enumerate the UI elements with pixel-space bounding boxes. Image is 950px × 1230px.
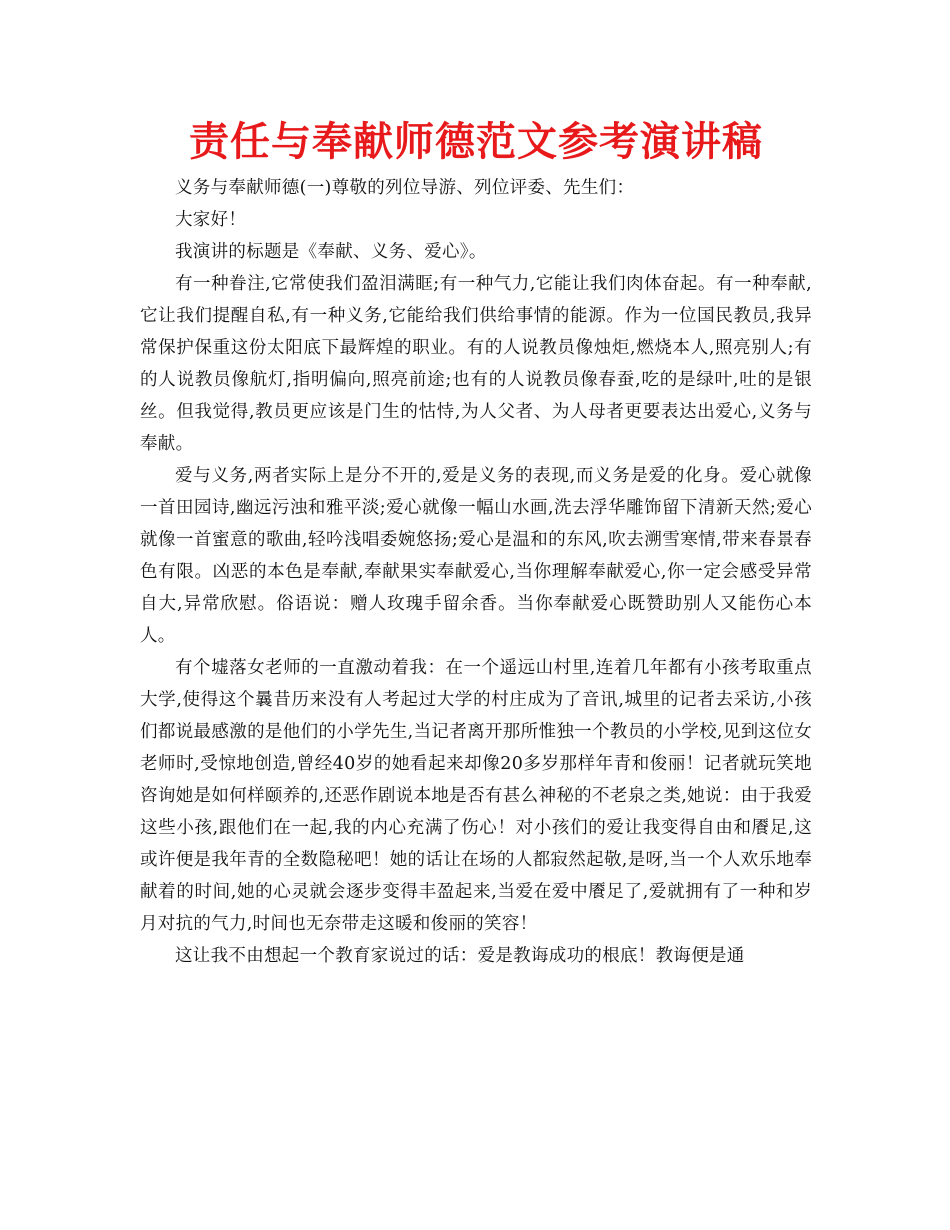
paragraph-body: 有个墟落女老师的一直激动着我：在一个遥远山村里,连着几年都有小孩考取重点大学,使得这个曩昔历来没有人考起过大学的村庄成为了音讯,城里的记者去采访,小孩们都说最感激的是他们的小学先生,当记者离开那所惟独一个教员的小学校,见到这位女老师时,受惊地创造,曾经40岁的她看起来却像20多岁那样年青和俊丽！记者就玩笑地咨询她是如何样颐养的,还恶作剧说本地是否有甚么神秘的不老泉之类,她说：由于我爱这些小孩,跟他们在一起,我的内心充满了伤心！对小孩们的爱让我变得自由和餍足,这或许便是我年青的全数隐秘吧！她的话让在场的人都寂然起敬,是呀,当一个人欢乐地奉献着的时间,她的心灵就会逐步变得丰盈起来,当爱在爱中餍足了,爱就拥有了一种和岁月对抗的气力,时间也无奈带走这暖和俊丽的笑容！ [140,658,812,934]
paragraph-body: 这让我不由想起一个教育家说过的话：爱是教诲成功的根底！教诲便是通 [175,946,745,966]
paragraph-greeting: 大家好！ [175,210,247,230]
paragraph-body: 爱与义务,两者实际上是分不开的,爱是义务的表现,而义务是爱的化身。爱心就像一首田园诗,幽远污浊和雅平淡;爱心就像一幅山水画,洗去浮华雕饰留下清新天然;爱心就像一首蜜意的歌曲,轻吟浅唱委婉悠扬;爱心是温和的东风,吹去溯雪寒情,带来春景春色有限。凶恶的本色是奉献,奉献果实奉献爱心,当你理解奉献爱心,你一定会感受异常自大,异常欣慰。俗语说：赠人玫瑰手留余香。当你奉献爱心既赞助别人又能伤心本人。 [140,466,812,646]
document-title: 责任与奉献师德范文参考演讲稿 [189,119,763,165]
paragraph-speech-title: 我演讲的标题是《奉献、义务、爱心》。 [175,242,487,262]
paragraph-body: 有一种眷注,它常使我们盈泪满眶;有一种气力,它能让我们肉体奋起。有一种奉献,它让我们提醒自私,有一种义务,它能给我们供给事情的能源。作为一位国民教员,我异常保护保重这份太阳底下最辉煌的职业。有的人说教员像烛炬,燃烧本人,照亮别人;有的人说教员像航灯,指明偏向,照亮前途;也有的人说教员像春蚕,吃的是绿叶,吐的是银丝。但我觉得,教员更应该是门生的怙恃,为人父者、为人母者更要表达出爱心,义务与奉献。 [140,274,812,454]
paragraph-salutation-line: 义务与奉献师德(一)尊敬的列位导游、列位评委、先生们： [175,178,635,198]
document-page [140,116,812,972]
